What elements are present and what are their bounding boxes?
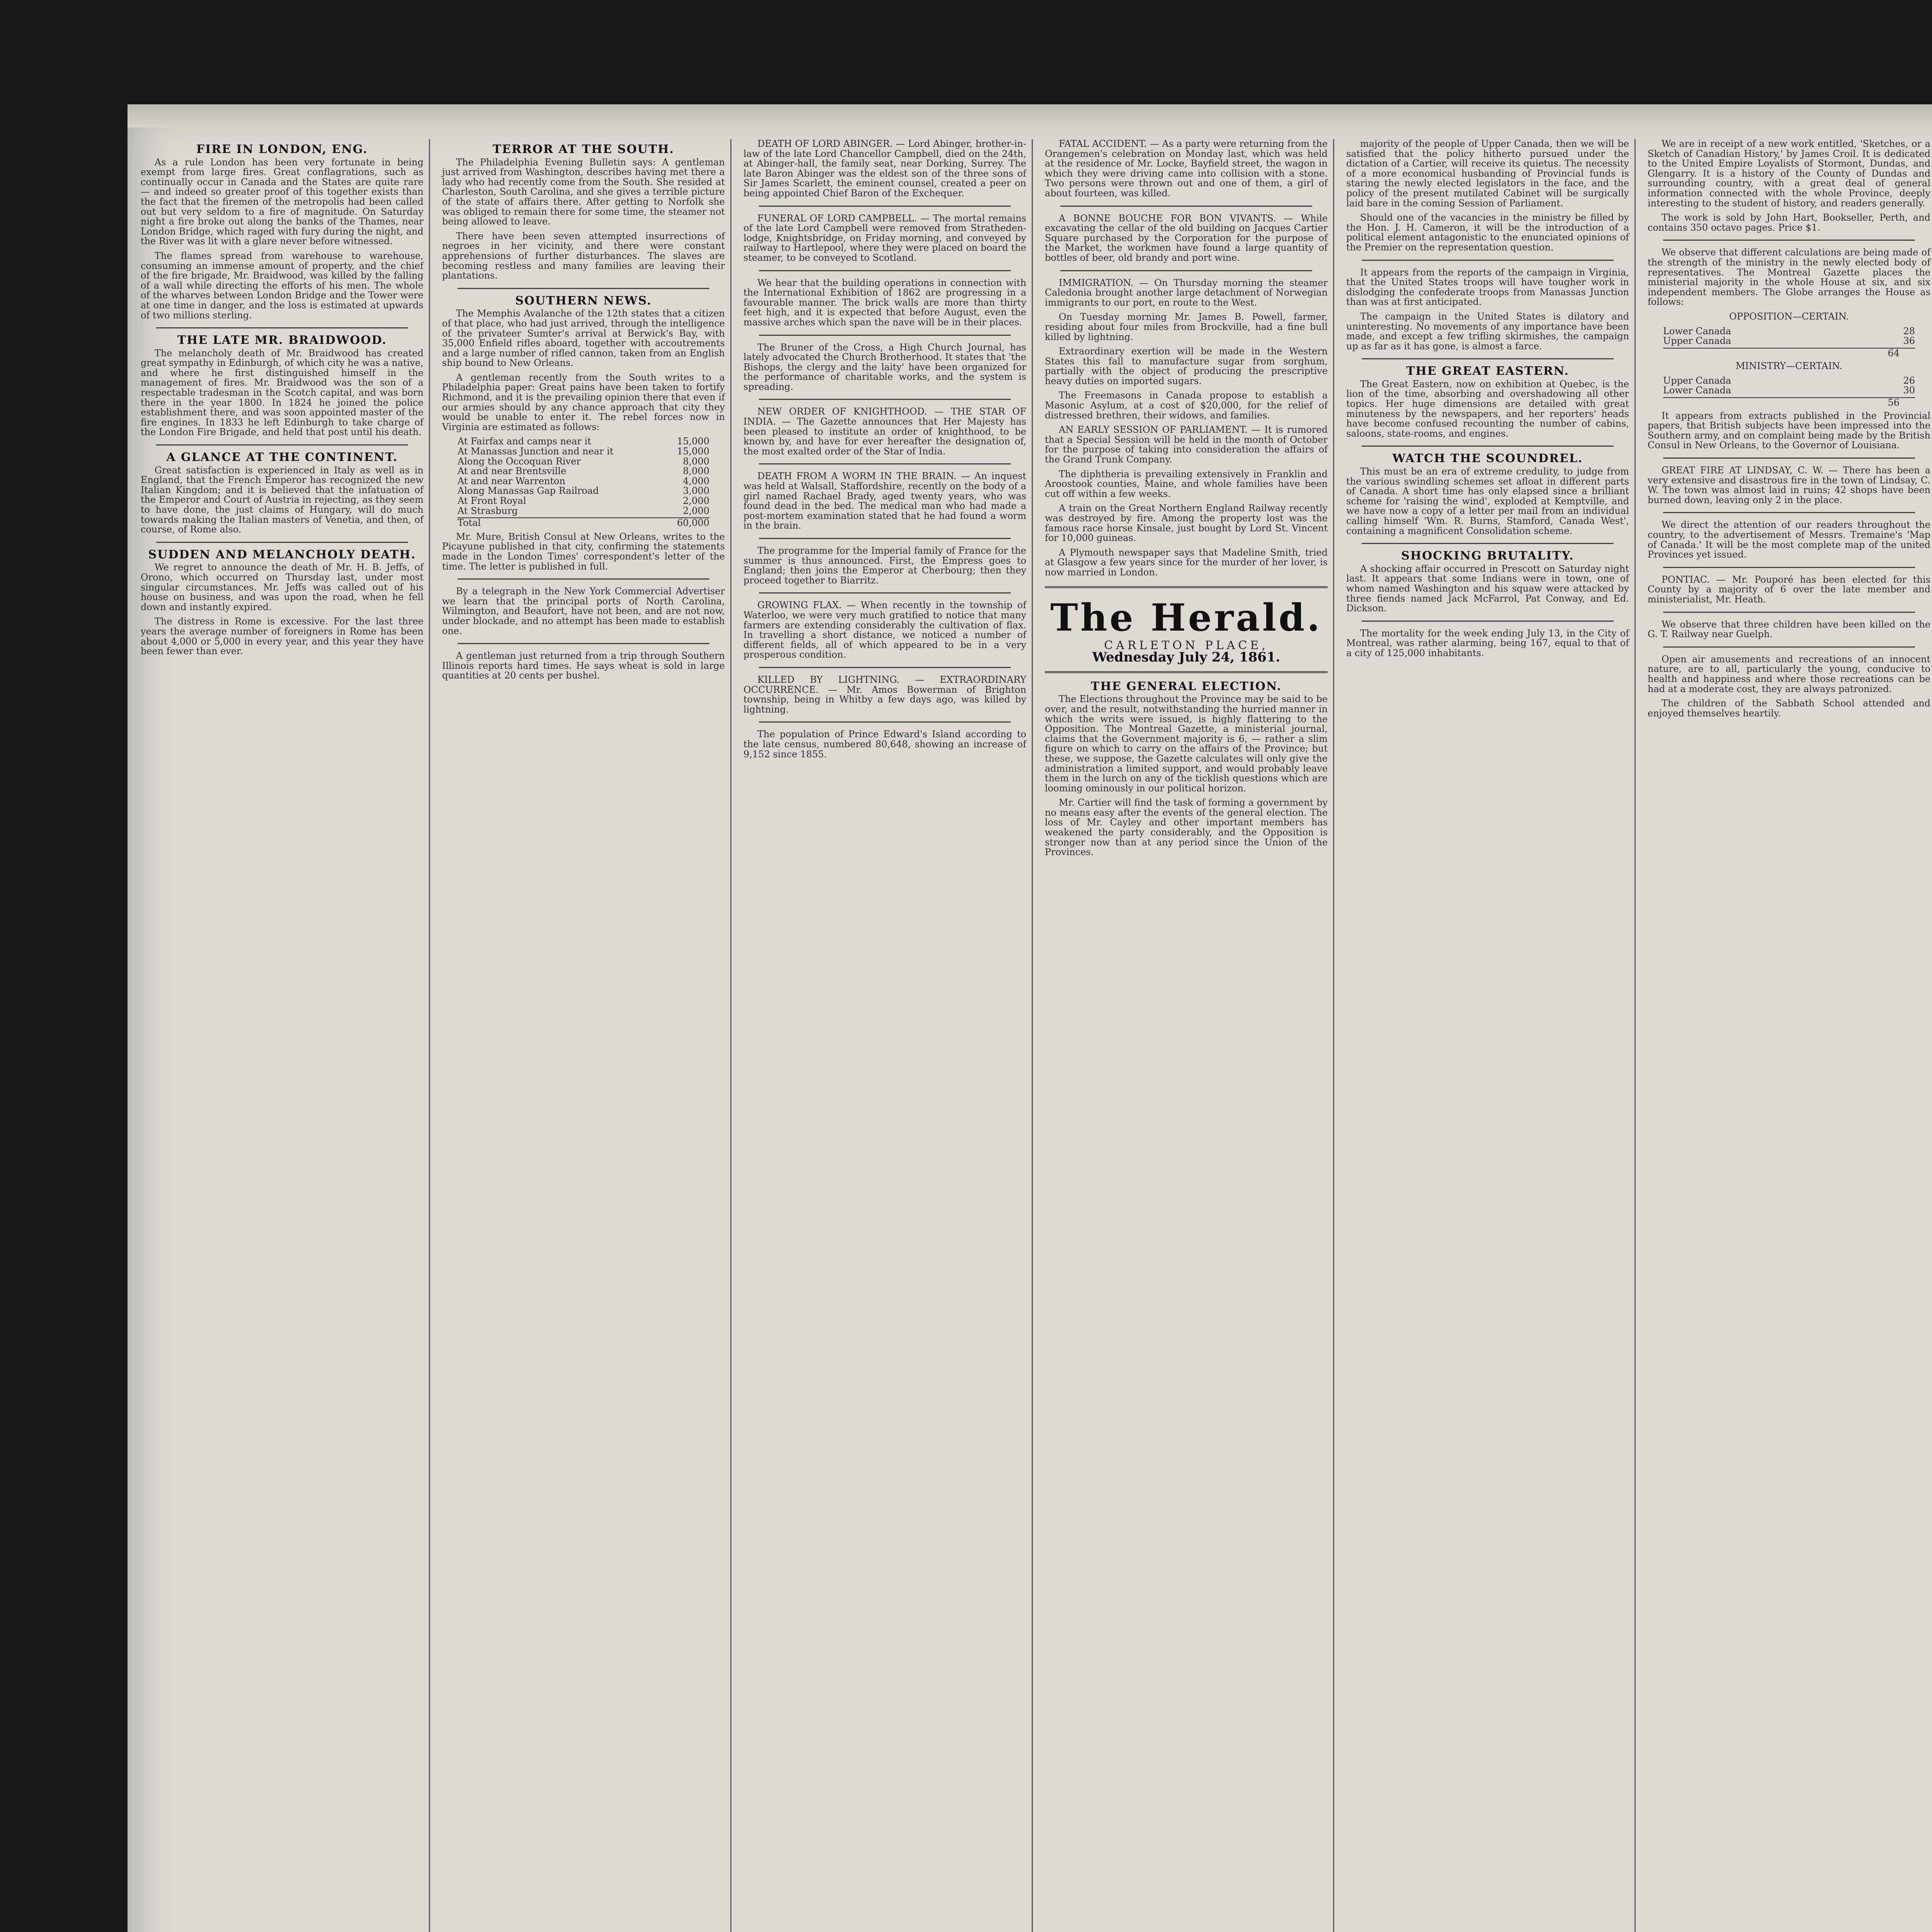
article-paragraph: FATAL ACCIDENT. — As a party were returning from the Orangemen's celebration on Monday last, which was held at the residence of Mr. Locke, Bayfield street, the wagon in which they were driving came into collision with a stone. Two persons were thrown out and one of them, a girl of about fourteen, was killed.: [1045, 139, 1328, 199]
table-value: 15,000: [677, 436, 709, 447]
article-paragraph: On Tuesday morning Mr. James B. Powell, farmer, residing about four miles from Brockville, had a fine bull killed by lightning.: [1045, 311, 1328, 342]
article-paragraph: Open air amusements and recreations of an innocent nature, are to all, particularly the young, conducive to health and happiness and where those recreations can be had at a moderate cost, they are always patronized.: [1648, 653, 1930, 694]
article-paragraph: A shocking affair occurred in Prescott on Saturday night last. It appears that some Indians were in town, one of whom named Washington and his squaw were attacked by three fiends named Jack McFarrol, Pat Conway, and Ed. Dickson.: [1346, 563, 1629, 614]
column-1: [135, 139, 429, 1932]
article-paragraph: The population of Prince Edward's Island according to the late census, numbered 80,648, showing an increase of 9,152 since 1855.: [743, 729, 1026, 760]
headline-fire-in-london: FIRE IN LONDON, ENG.: [196, 143, 368, 156]
article-paragraph: FUNERAL OF LORD CAMPBELL. — The mortal remains of the late Lord Campbell were removed from Stratheden-lodge, Knightsbridge, on Friday morning, and conveyed by railway to Hartlepool, where they were placed on board the steamer, to be conveyed to Scotland.: [743, 213, 1026, 263]
column-rule: [429, 139, 430, 1932]
table-label: Lower Canada: [1663, 325, 1731, 337]
column-rule: [1634, 139, 1636, 1932]
table-row: [442, 476, 725, 486]
article-paragraph: DEATH OF LORD ABINGER. — Lord Abinger, brother-in-law of the late Lord Chancellor Campbell, died on the 24th, at Abinger-hall, the family seat, near Dorking, Surrey. The late Baron Abinger was the eldest son of the three sons of Sir James Scarlett, the eminent counsel, created a peer on being appointed Chief Baron of the Exchequer.: [743, 139, 1026, 199]
table-row: [1648, 327, 1930, 337]
column-rule: [1333, 139, 1334, 1932]
article-paragraph: A Plymouth newspaper says that Madeline Smith, tried at Glasgow a few years since for the murder of her lover, is now married in London.: [1045, 547, 1328, 578]
headline-sudden-death: SUDDEN AND MELANCHOLY DEATH.: [148, 548, 416, 561]
article-paragraph: PONTIAC. — Mr. Pouporé has been elected for this County by a majority of 6 over the late member and ministerialist, Mr. Heath.: [1648, 574, 1930, 605]
page-top-margin: [128, 104, 1932, 128]
table-total: 64: [1663, 348, 1915, 359]
table-value: 36: [1903, 335, 1915, 347]
headline-southern-news: SOUTHERN NEWS.: [515, 294, 652, 308]
table-value: 8,000: [683, 456, 709, 467]
table-row: [442, 506, 725, 516]
table-row: [1648, 386, 1930, 396]
article-paragraph: GROWING FLAX. — When recently in the township of Waterloo, we were very much gratified to notice that many farmers are extending considerably the cultivation of flax. In travelling a short distance, we noticed a number of different fields, all of which appeared to be in a very prosperous condition.: [743, 600, 1026, 660]
divider: [759, 206, 1011, 207]
table-row: [442, 486, 725, 496]
article-paragraph: A BONNE BOUCHE FOR BON VIVANTS. — While excavating the cellar of the old building on Jacques Cartier Square purchased by the Corporation for the purpose of the Market, the workmen have found a large quantity of bottles of beer, old brandy and port wine.: [1045, 213, 1328, 263]
article-paragraph: Extraordinary exertion will be made in the Western States this fall to manufacture sugar from sorghum, partially with the object of producing the prescriptive heavy duties on imported sugars.: [1045, 346, 1328, 386]
divider: [759, 538, 1011, 539]
divider: [1663, 240, 1915, 241]
divider: [1362, 358, 1614, 359]
article-paragraph: It appears from the reports of the campaign in Virginia, that the United States troops will have tougher work in dislodging the confederate troops from Manassas Junction than was at first anticipated.: [1346, 267, 1629, 308]
table-label: At Front Royal: [457, 495, 526, 506]
divider: [759, 335, 1011, 336]
table-value: 26: [1903, 375, 1915, 386]
article-paragraph: We are in receipt of a new work entitled, 'Sketches, or a Sketch of Canadian History,' by James Croil. It is dedicated to the United Empire Loyalists of Stormont, Dundas, and Glengarry. It is a history of the County of Dundas and surrounding country, with a great deal of general information connected with the whole Province, deeply interesting to the student of history, and readers generally.: [1648, 139, 1930, 209]
table-value: 15,000: [677, 446, 709, 457]
article-paragraph: The melancholy death of Mr. Braidwood has created great sympathy in Edinburgh, of which city he was a native, and where he first distinguished himself in the management of fires. Mr. Braidwood was the son of a respectable tradesman in the Scotch capital, and was born there in the year 1800. In 1824 he joined the police establishment there, and was soon appointed master of the fire engines. In 1833 he left Edinburgh to take charge of the London Fire Brigade, and held that post until his death.: [141, 347, 423, 438]
article-paragraph: GREAT FIRE AT LINDSAY, C. W. — There has been a very extensive and disastrous fire in the town of Lindsay, C. W. The town was almost laid in ruins; 42 shops have been burned down, leaving only 2 in the place.: [1648, 465, 1930, 505]
column-2: [437, 139, 730, 1932]
table-value: 28: [1903, 325, 1915, 337]
newspaper-page: [128, 104, 1932, 1932]
divider: [759, 592, 1011, 594]
headline-watch-scoundrel: WATCH THE SCOUNDREL.: [1392, 452, 1583, 466]
article-paragraph: We regret to announce the death of Mr. H. B. Jeffs, of Orono, which occurred on Thursday last, under most singular circumstances. Mr. Jeffs was called out of his house on business, and was upon the road, when he fell down and instantly expired.: [141, 562, 423, 612]
divider: [1362, 260, 1614, 261]
masthead-rule: [1045, 586, 1328, 588]
table-total: 56: [1663, 397, 1915, 408]
headline-shocking-brutality: SHOCKING BRUTALITY.: [1401, 549, 1574, 563]
divider: [457, 288, 709, 289]
article-paragraph: The Bruner of the Cross, a High Church Journal, has lately advocated the Church Brotherhood. It states that 'the Bishops, the clergy and the laity' have been organized for the performance of charitable works, and the system is spreading.: [743, 342, 1026, 392]
table-value: 4,000: [683, 475, 709, 486]
divider: [1362, 543, 1614, 544]
article-paragraph: The Elections throughout the Province may be said to be over, and the result, notwithstanding the hurried manner in which the writs were issued, is highly flattering to the Opposition. The Montreal Gazette, a ministerial journal, claims that the Government majority is 6, — rather a slim figure on which to carry on the affairs of the Province; but these, we suppose, the Gazette calculates will only give the administration a limited support, and would probably leave them in the lurch on any of the ticklish questions which are looming ominously in our political horizon.: [1045, 694, 1328, 794]
divider: [1362, 446, 1614, 447]
headline-general-election: THE GENERAL ELECTION.: [1091, 679, 1282, 693]
table-label: Along Manassas Gap Railroad: [457, 485, 599, 497]
troops-table: [442, 437, 725, 528]
masthead-rule: [1045, 671, 1328, 673]
divider: [1060, 270, 1312, 271]
table-label: Total: [457, 517, 481, 529]
article-paragraph: It appears from extracts published in the Provincial papers, that British subjects have been impressed into the Southern army, and on complaint being made by the British Consul in New Orleans, to the Governor of Louisiana.: [1648, 410, 1930, 451]
divider: [759, 463, 1011, 464]
dateline-place: CARLETON PLACE,: [1104, 638, 1269, 652]
table-row: [442, 447, 725, 457]
election-table: [1648, 312, 1930, 408]
article-paragraph: The Freemasons in Canada propose to establish a Masonic Asylum, at a cost of $20,000, for the relief of distressed brethren, their widows, and families.: [1045, 390, 1328, 421]
table-label: Upper Canada: [1663, 375, 1731, 386]
table-heading: OPPOSITION—CERTAIN.: [1729, 311, 1849, 322]
divider: [1663, 567, 1915, 568]
column-5: [1341, 139, 1634, 1932]
article-paragraph: Mr. Cartier will find the task of forming a government by no means easy after the events of the general election. The loss of Mr. Cayley and other important members has weakened the party considerably, and the Opposition is stronger now than at any period since the Union of the Provinces.: [1045, 797, 1328, 858]
column-3: [738, 139, 1032, 1932]
article-paragraph: We observe that three children have been killed on the G. T. Railway near Guelph.: [1648, 619, 1930, 640]
table-row: [1648, 376, 1930, 386]
article-paragraph: A gentleman just returned from a trip through Southern Illinois reports hard times. He says wheat is sold in large quantities at 20 cents per bushel.: [442, 650, 725, 681]
article-paragraph: The mortality for the week ending July 13, in the City of Montreal, was rather alarming, being 167, equal to that of a city of 125,000 inhabitants.: [1346, 628, 1629, 658]
article-paragraph: KILLED BY LIGHTNING. — EXTRAORDINARY OCCURRENCE. — Mr. Amos Bowerman of Brighton township, being in Whitby a few days ago, was killed by lightning.: [743, 674, 1026, 715]
article-paragraph: The flames spread from warehouse to warehouse, consuming an immense amount of property, and the chief of the fire brigade, Mr. Braidwood, was killed by the falling of a wall while directing the efforts of his men. The whole of the wharves between London Bridge and the Tower were at one time in danger, and the loss is estimated at upwards of two millions sterling.: [141, 250, 423, 321]
table-label: At and near Brentsville: [457, 466, 566, 477]
article-paragraph: We observe that different calculations are being made of the strength of the ministry in the newly elected body of representatives. The Montreal Gazette places the ministerial majority in the whole House at six, and six independent members. The Globe arranges the House as follows:: [1648, 247, 1930, 308]
table-value: 2,000: [683, 495, 709, 506]
article-paragraph: The work is sold by John Hart, Bookseller, Perth, and contains 350 octavo pages. Price $1.: [1648, 212, 1930, 233]
article-paragraph: The campaign in the United States is dilatory and uninteresting. No movements of any importance have been made, and except a few trifling skirmishes, the campaign up as far as it has gone, is almost a farce.: [1346, 311, 1629, 352]
table-value: 2,000: [683, 505, 709, 516]
table-label: Upper Canada: [1663, 335, 1731, 347]
article-paragraph: A gentleman recently from the South writes to a Philadelphia paper: Great pains have been taken to fortify Richmond, and it is the prevailing opinion there that even if our armies should by any chance approach that city they would be unable to enter it. The rebel forces now in Virginia are estimated as follows:: [442, 372, 725, 432]
table-label: At Strasburg: [457, 505, 518, 516]
divider: [156, 542, 408, 543]
article-paragraph: The programme for the Imperial family of France for the summer is thus announced. First, the Empress goes to England; then joins the Emperor at Cherbourg; then they proceed together to Biarritz.: [743, 545, 1026, 586]
table-row: [442, 437, 725, 447]
article-paragraph: As a rule London has been very fortunate in being exempt from large fires. Great conflagrations, such as continually occur in Canada and the States are quite rare — and indeed so greater proof of this together exists than the fact that the firemen of the metropolis had been called out but very seldom to a fire of magnitude. On Saturday night a fire broke out along the banks of the Thames, near London Bridge, which raged with fury during the night, and the River was lit with a glare never before witnessed.: [141, 156, 423, 247]
divider: [759, 399, 1011, 400]
divider: [1663, 646, 1915, 648]
article-paragraph: There have been seven attempted insurrections of negroes in her vicinity, and there were constant apprehensions of further disturbances. The slaves are becoming restless and many families are leaving their plantations.: [442, 230, 725, 281]
table-label: At Fairfax and camps near it: [457, 436, 591, 447]
table-row: [442, 466, 725, 476]
article-paragraph: The distress in Rome is excessive. For the last three years the average number of foreigners in Rome has been about 4,000 or 5,000 in every year, and this year they have been fewer than ever.: [141, 616, 423, 657]
divider: [759, 667, 1011, 668]
divider: [1362, 621, 1614, 622]
table-value: 8,000: [683, 466, 709, 477]
article-paragraph: The children of the Sabbath School attended and enjoyed themselves heartily.: [1648, 698, 1930, 719]
article-paragraph: majority of the people of Upper Canada, then we will be satisfied that the policy hitherto pursued under the dictation of a Cartier, will receive its quietus. The necessity of a more economical husbanding of Provincial funds is staring the newly elected legislators in the face, and the policy of the present mutilated Cabinet will be surgically laid bare in the coming Session of Parliament.: [1346, 139, 1629, 209]
dateline-date: Wednesday July 24, 1861.: [1092, 650, 1281, 665]
article-paragraph: This must be an era of extreme credulity, to judge from the various swindling schemes set afloat in different parts of Canada. A short time has only elapsed since a brilliant scheme for 'raising the wind', exploded at Kemptville, and we have now a copy of a letter per mail from an individual calling himself 'Wm. R. Burns, Stamford, Canada West', containing a magnificent Consolidation scheme.: [1346, 466, 1629, 536]
newspaper-title: The Herald.: [1050, 595, 1322, 639]
divider: [1060, 206, 1312, 207]
table-label: Along the Occoquan River: [457, 456, 581, 467]
divider: [1663, 612, 1915, 613]
article-paragraph: AN EARLY SESSION OF PARLIAMENT. — It is rumored that a Special Session will be held in the month of October for the purpose of taking into consideration the affairs of the Grand Trunk Company.: [1045, 424, 1328, 465]
headline-braidwood: THE LATE MR. BRAIDWOOD.: [177, 333, 387, 347]
column-rule: [730, 139, 731, 1932]
article-paragraph: Mr. Mure, British Consul at New Orleans, writes to the Picayune published in that city, confirming the statements made in the London Times' correspondent's letter of the time. The letter is published in full.: [442, 531, 725, 572]
article-paragraph: The Memphis Avalanche of the 12th states that a citizen of that place, who had just arrived, through the intelligence of the privateer Sumter's arrival at Berwick's Bay, with 35,000 Enfield rifles aboard, together with accoutrements and a large number of rifled cannon, taken from an English ship bound to New Orleans.: [442, 308, 725, 369]
table-label: Lower Canada: [1663, 385, 1731, 396]
article-paragraph: Should one of the vacancies in the ministry be filled by the Hon. J. H. Cameron, it will be the introduction of a political element antagonistic to the enunciated opinions of the Premier on the representation question.: [1346, 212, 1629, 253]
article-paragraph: The Great Eastern, now on exhibition at Quebec, is the lion of the time, absorbing and overshadowing all other topics. Her huge dimensions are detailed with great minuteness by the newspapers, and her reporters' heads have become confused recounting the number of cabins, saloons, state-rooms, and engines.: [1346, 378, 1629, 439]
article-paragraph: Great satisfaction is experienced in Italy as well as in England, that the French Emperor has recognized the new Italian Kingdom; and it is believed that the infatuation of the Emperor and Court of Austria in rejecting, as they seem to have done, the just claims of Hungary, will do much towards making the Italian masters of Venetia, and then, of course, of Rome also.: [141, 464, 423, 535]
article-paragraph: By a telegraph in the New York Commercial Advertiser we learn that the principal ports of North Carolina, Wilmington, and Beaufort, have not been, and are not now, under blockade, and no attempt has been made to establish one.: [442, 586, 725, 636]
headline-terror-south: TERROR AT THE SOUTH.: [492, 143, 675, 156]
article-paragraph: The Philadelphia Evening Bulletin says: A gentleman just arrived from Washington, describes having met there a lady who had recently come from the South. She resided at Charleston, South Carolina, and she gives a terrible picture of the state of affairs there. After getting to Norfolk she was obliged to remain there for some time, the steamer not being allowed to leave.: [442, 156, 725, 227]
divider: [156, 327, 408, 328]
article-paragraph: The diphtheria is prevailing extensively in Franklin and Aroostook counties, Maine, and whole families have been cut off within a few weeks.: [1045, 468, 1328, 499]
divider: [759, 270, 1011, 271]
table-value: 60,000: [677, 517, 709, 529]
table-row: [442, 496, 725, 506]
table-total-row: [457, 517, 709, 528]
article-paragraph: A train on the Great Northern England Railway recently was destroyed by fire. Among the property lost was the famous race horse Kinsale, just bought by Lord St. Vincent for 10,000 guineas.: [1045, 503, 1328, 544]
headline-great-eastern: THE GREAT EASTERN.: [1406, 364, 1569, 378]
table-row: [442, 457, 725, 467]
article-paragraph: IMMIGRATION. — On Thursday morning the steamer Caledonia brought another large detachment of Norwegian immigrants to our port, en route to the West.: [1045, 277, 1328, 308]
masthead: [1045, 597, 1328, 663]
table-value: 30: [1903, 385, 1915, 396]
article-paragraph: We hear that the building operations in connection with the International Exhibition of 1862 are progressing in a favourable manner. The brick walls are more than thirty feet high, and it is expected that before August, even the massive arches which span the nave will be in their places.: [743, 277, 1026, 328]
article-paragraph: We direct the attention of our readers throughout the country, to the advertisement of Messrs. Tremaine's 'Map of Canada.' It will be the most complete map of the united Provinces yet issued.: [1648, 519, 1930, 560]
divider: [1663, 512, 1915, 513]
divider: [457, 578, 709, 580]
table-heading: MINISTRY—CERTAIN.: [1735, 361, 1843, 372]
divider: [156, 444, 408, 446]
headline-continent: A GLANCE AT THE CONTINENT.: [166, 451, 398, 464]
article-paragraph: DEATH FROM A WORM IN THE BRAIN. — An inquest was held at Walsall, Staffordshire, recently on the body of a girl named Rachael Brady, aged twenty years, who was found dead in the bed. The medical man who had made a post-mortem examination stated that he had found a worm in the brain.: [743, 471, 1026, 531]
column-4: [1039, 139, 1333, 1932]
article-paragraph: NEW ORDER OF KNIGHTHOOD. — THE STAR OF INDIA. — The Gazette announces that Her Majesty has been pleased to institute an order of knighthood, to be known by, and have for ever hereafter the designation of, the most exalted order of the Star of India.: [743, 406, 1026, 457]
column-rule: [1032, 139, 1033, 1932]
column-6: [1642, 139, 1932, 1932]
table-value: 3,000: [683, 485, 709, 497]
divider: [457, 643, 709, 644]
divider: [759, 721, 1011, 723]
table-label: At and near Warrenton: [457, 475, 566, 486]
table-row: [1648, 336, 1930, 346]
divider: [1663, 457, 1915, 459]
table-label: At Manassas Junction and near it: [457, 446, 614, 457]
